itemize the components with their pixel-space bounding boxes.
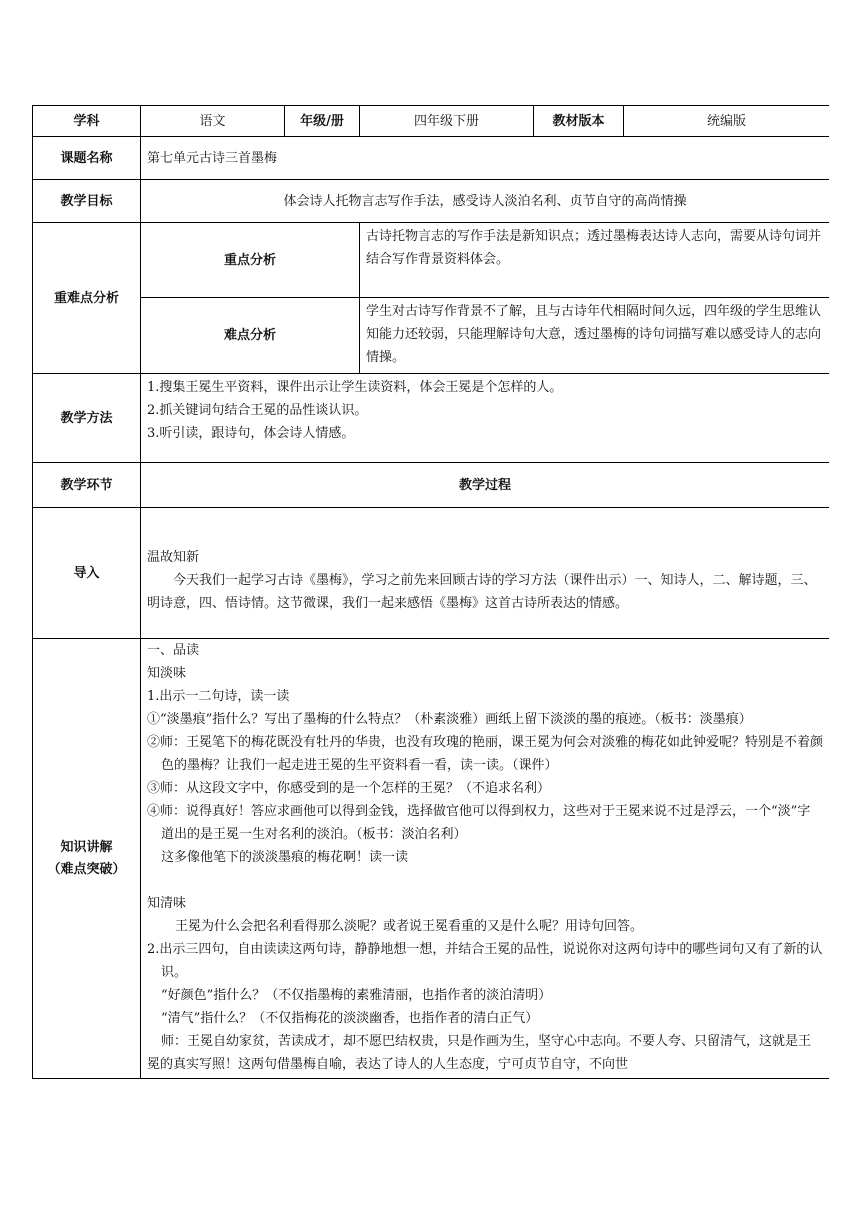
process-label: 教学环节	[33, 463, 141, 508]
goal-text: 体会诗人托物言志写作手法，感受诗人淡泊名利、贞节自守的高尚情操	[141, 180, 830, 223]
lesson-plan-page	[32, 105, 829, 1185]
intro-row	[33, 508, 830, 639]
knowledge-line: ③师：从这段文字中，你感受到的是一个怎样的王冕？（不追求名利）	[147, 781, 551, 796]
method-list	[141, 374, 830, 463]
process-row	[33, 463, 830, 508]
knowledge-line: 一、品读	[147, 643, 200, 658]
intro-label: 导入	[33, 508, 141, 639]
intro-content	[141, 508, 830, 639]
goal-label: 教学目标	[33, 180, 141, 223]
header-row	[33, 106, 830, 137]
method-label: 教学方法	[33, 374, 141, 463]
goal-row	[33, 180, 830, 223]
process-title: 教学过程	[141, 463, 830, 508]
knowledge-line: 2.出示三四句，自由读读这两句诗，静静地想一想，并结合王冕的品性，说说你对这两句诗中的哪些词句又有了新的认识。	[147, 942, 823, 980]
knowledge-label-line1: 知识讲解	[60, 839, 113, 855]
edition-label: 教材版本	[534, 106, 624, 137]
lesson-title-label: 课题名称	[33, 137, 141, 180]
knowledge-line: 王冕为什么会把名利看得那么淡呢？或者说王冕看重的又是什么呢？用诗句回答。	[175, 919, 644, 934]
method-item: 2.抓关键词句结合王冕的品性谈认识。	[147, 403, 368, 418]
difficulty-label: 重难点分析	[33, 223, 141, 374]
method-item: 3.听引读，跟诗句，体会诗人情感。	[147, 426, 355, 441]
knowledge-line: 1.出示一二句诗，读一读	[147, 689, 290, 704]
subject-value: 语文	[141, 106, 285, 137]
key-point-row	[33, 223, 830, 298]
knowledge-label	[33, 639, 141, 1079]
method-row	[33, 374, 830, 463]
knowledge-line: ①“淡墨痕”指什么？写出了墨梅的什么特点？（朴素淡雅）画纸上留下淡淡的墨的痕迹。（板书：淡墨痕）	[147, 712, 752, 727]
knowledge-line: “清气”指什么？（不仅指梅花的淡淡幽香，也指作者的清白正气）	[161, 1011, 539, 1026]
knowledge-content	[141, 639, 830, 1079]
knowledge-line: ②师：王冕笔下的梅花既没有牡丹的华贵，也没有玫瑰的艳丽，课王冕为何会对淡雅的梅花如此钟爱呢？特别是不着颜色的墨梅？让我们一起走进王冕的生平资料看一看，读一读。（课件）	[147, 735, 824, 773]
knowledge-row	[33, 639, 830, 1079]
knowledge-line: 知清味	[147, 896, 187, 911]
blank-line	[147, 869, 823, 892]
key-analysis-label: 重点分析	[141, 223, 360, 298]
hard-point-row	[33, 298, 830, 374]
knowledge-line: ④师：说得真好！答应求画他可以得到金钱，选择做官他可以得到权力，这些对于王冕来说不过是浮云，一个“淡”字道出的是王冕一生对名利的淡泊。（板书：淡泊名利）	[147, 804, 811, 842]
knowledge-line: “好颜色”指什么？（不仅指墨梅的素雅清丽，也指作者的淡泊清明）	[161, 988, 552, 1003]
grade-value: 四年级下册	[360, 106, 534, 137]
hard-analysis-text: 学生对古诗写作背景不了解，且与古诗年代相隔时间久远，四年级的学生思维认知能力还较弱，只能理解诗句大意，透过墨梅的诗句词描写难以感受诗人的志向情操。	[360, 298, 830, 374]
method-item: 1.搜集王冕生平资料，课件出示让学生读资料，体会王冕是个怎样的人。	[147, 380, 563, 395]
grade-label: 年级/册	[285, 106, 360, 137]
intro-heading: 温故知新	[147, 549, 200, 565]
lesson-plan-table	[32, 105, 829, 1079]
intro-text: 今天我们一起学习古诗《墨梅》，学习之前先来回顾古诗的学习方法（课件出示）一、知诗人，二、解诗题，三、明诗意，四、悟诗情。这节微课，我们一起来感悟《墨梅》这首古诗所表达的情感。	[147, 572, 817, 611]
edition-value: 统编版	[624, 106, 830, 137]
knowledge-line: 知淡味	[147, 666, 187, 681]
knowledge-line: 这多像他笔下的淡淡墨痕的梅花啊！读一读	[161, 850, 409, 865]
title-row	[33, 137, 830, 180]
key-analysis-text: 古诗托物言志的写作手法是新知识点；透过墨梅表达诗人志向，需要从诗句词并结合写作背景资料体会。	[360, 223, 830, 298]
hard-analysis-label: 难点分析	[141, 298, 360, 374]
subject-label: 学科	[33, 106, 141, 137]
lesson-title-value: 第七单元古诗三首墨梅	[141, 137, 830, 180]
knowledge-line: 师：王冕自幼家贫，苦读成才，却不愿巴结权贵，只是作画为生，坚守心中志向。不要人夸、只留清气，这就是王冕的真实写照！这两句借墨梅自喻，表达了诗人的人生态度，宁可贞节自守，不向世	[147, 1034, 812, 1072]
knowledge-label-line2: （难点突破）	[47, 861, 126, 877]
